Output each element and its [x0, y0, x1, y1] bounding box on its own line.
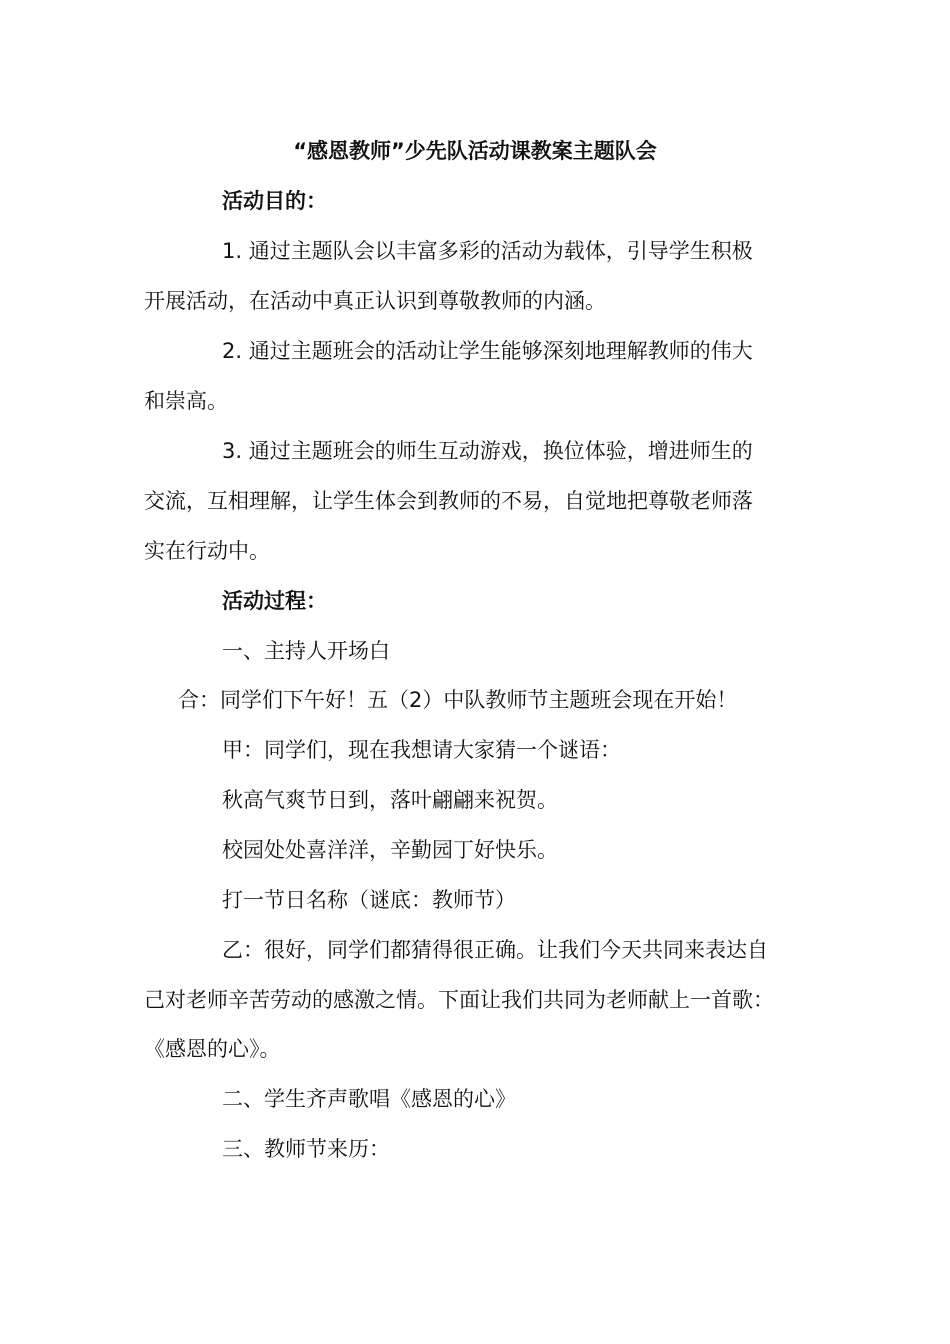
- paragraph-line: 二、学生齐声歌唱《感恩的心》: [222, 1087, 516, 1111]
- paragraph-line: 合：同学们下午好！五（2）中队教师节主题班会现在开始！: [178, 688, 738, 712]
- paragraph-line: 乙：很好，同学们都猜得很正确。让我们今天共同来表达自: [222, 938, 768, 962]
- paragraph-line: 一、主持人开场白: [222, 639, 390, 663]
- paragraph-line: 3. 通过主题班会的师生互动游戏，换位体验，增进师生的: [222, 439, 753, 463]
- paragraph-line: 实在行动中。: [144, 539, 270, 563]
- paragraph-line: 和崇高。: [144, 389, 228, 413]
- paragraph-line: 开展活动，在活动中真正认识到尊敬教师的内涵。: [144, 289, 606, 313]
- paragraph-line: 交流，互相理解，让学生体会到教师的不易，自觉地把尊敬老师落: [144, 489, 753, 513]
- paragraph-line: 己对老师辛苦劳动的感激之情。下面让我们共同为老师献上一首歌：: [144, 988, 774, 1012]
- section-heading-process: 活动过程：: [222, 589, 327, 613]
- paragraph-line: 打一节日名称（谜底：教师节）: [222, 888, 516, 912]
- paragraph-line: 三、教师节来历：: [222, 1137, 390, 1161]
- paragraph-line: 校园处处喜洋洋，辛勤园丁好快乐。: [222, 838, 558, 862]
- paragraph-line: 秋高气爽节日到，落叶翩翩来祝贺。: [222, 788, 558, 812]
- section-heading-goals: 活动目的：: [222, 189, 327, 213]
- document-title: “感恩教师”少先队活动课教案主题队会: [293, 139, 657, 163]
- paragraph-line: 甲：同学们，现在我想请大家猜一个谜语：: [222, 738, 621, 762]
- paragraph-line: 1. 通过主题队会以丰富多彩的活动为载体，引导学生积极: [222, 239, 753, 263]
- paragraph-line: 《感恩的心》。: [144, 1037, 281, 1061]
- paragraph-line: 2. 通过主题班会的活动让学生能够深刻地理解教师的伟大: [222, 339, 753, 363]
